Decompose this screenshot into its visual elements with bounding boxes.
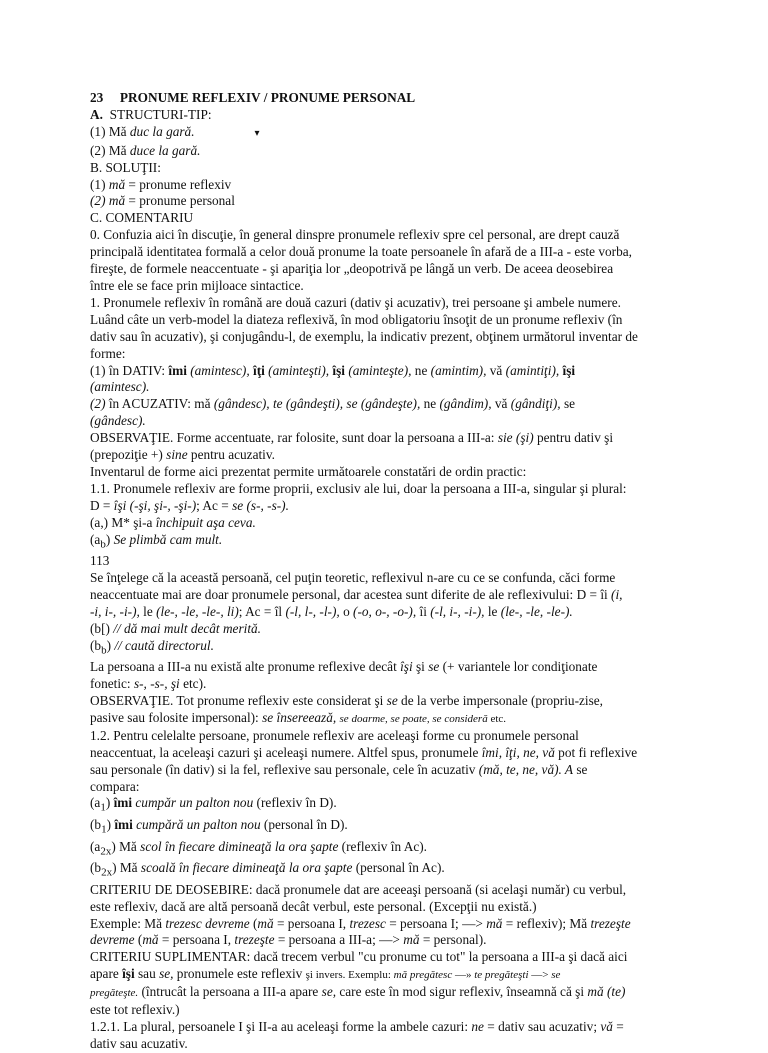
text-line: Se înţelege că la această persoană, cel puţin teoretic, reflexivul n-are cu ce se confunda, căci forme — [90, 570, 616, 586]
text-line: (1) Mă duc la gară. ▾ — [90, 123, 260, 139]
text-line: (b[) // dă mai mult decât merită. — [90, 620, 261, 636]
text-line: OBSERVAŢIE. Forme accentuate, rar folosite, sunt doar la persoana a III-a: sie (şi) pentru dativ şi — [90, 430, 614, 446]
text-line: (1) mă = pronume reflexiv — [90, 176, 232, 192]
text-line: (2) Mă duce la gară. — [90, 142, 201, 158]
section-title: PRONUME REFLEXIV / PRONUME PERSONAL — [119, 90, 416, 105]
text-line: devreme (mă = persoana I, trezeşte = persoana a III-a; —> mă = personal). — [90, 932, 487, 948]
text-line: este reflexiv, dacă are altă persoană decât verbul, este personal. (Excepţii nu există.) — [90, 898, 537, 914]
text-line: $(b_b)$ // caută directorul. — [90, 637, 214, 657]
text-line: $(b_1)$ îmi cumpără un palton nou (personal în D). — [90, 817, 348, 836]
text-line: $(a_{2x})$ Mă scol în fiecare dimineaţă la ora şapte (reflexiv în Ac). — [90, 838, 427, 858]
text-line: (amintesc). — [90, 379, 150, 395]
text-line: C. COMENTARIU — [90, 210, 194, 226]
text-line: -i, i-, -i-), le (le-, -le, -le-, li); Ac = îl (-l, l-, -l-), o (-o, o-, -o-), îi (-l, i-, -i-), le (le-, -le, -le-). — [90, 603, 573, 619]
document-page — [90, 90, 690, 1053]
text-line: este tot reflexiv.) — [90, 1002, 180, 1018]
text-line: $(a_1)$ îmi cumpăr un palton nou (reflexiv în D). — [90, 795, 337, 815]
text-line: 1.2.1. La plural, persoanele I şi II-a au aceleaşi forme la ambele cazuri: ne = dativ sau acuzativ; vă = — [90, 1018, 624, 1034]
text-line: B. SOLUŢII: — [90, 159, 161, 175]
text-line: 1.1. Pronumele reflexiv are forme proprii, exclusiv ale lui, doar la persoana a III-a, singular şi plural: — [90, 480, 627, 496]
text-line: (2) mă = pronume personal — [90, 193, 235, 209]
text-line: forme: — [90, 345, 126, 361]
text-line: (a,) M* şi-a închipuit aşa ceva. — [90, 514, 256, 530]
text-line: între ele se face prin mijloace sintactice. — [90, 277, 304, 293]
text-line: (gândesc). — [90, 413, 146, 429]
text-line: (prepoziţie +) sine pentru acuzativ. — [90, 447, 275, 463]
text-line: compara: — [90, 778, 140, 794]
text-line: 1.2. Pentru celelalte persoane, pronumele reflexiv are aceleaşi forme cu pronumele personal — [90, 727, 579, 743]
text-line: principală identitatea formală a celor două pronume la toate persoanele în afară de a III-a - este vorba, — [90, 244, 632, 260]
text-line: (1) în DATIV: îmi (amintesc), îţi (aminteşti), îşi (aminteşte), ne (amintim), vă (amintiţi), îşi — [90, 362, 576, 378]
text-line: sau personale (în dativ) si la fel, reflexive sau personale, cele în acuzativ (mă, te, ne, vă). A se — [90, 761, 588, 777]
text-line: Inventarul de forme aici prezentat permite următoarele constatări de ordin practic: — [90, 463, 527, 479]
text-line: neaccentuate mai are doar pronumele personal, dar acestea sunt diferite de ale reflexivului: D = îi (i, — [90, 586, 623, 602]
text-line: pasive sau folosite impersonal): se însereează, se doarme, se poate, se consideră etc. — [90, 709, 507, 725]
text-line: dativ sau acuzativ. — [90, 1035, 188, 1051]
text-line: OBSERVAŢIE. Tot pronume reflexiv este considerat şi se de la verbe impersonale (propriu-zise, — [90, 693, 603, 709]
text-line: D = îşi (-şi, şi-, -şi-); Ac = se (s-, -s-). — [90, 497, 289, 513]
text-line: pregăteşte. (întrucât la persoana a III-a apare se, care este în mod sigur reflexiv, înseamnă că şi mă (te) — [90, 984, 626, 1000]
section-number: 23 — [90, 90, 104, 105]
text-line: Luând câte un verb-model la diateza reflexivă, în mod obligatoriu însoţit de un pronume reflexiv (în — [90, 311, 623, 327]
text-line: dativ sau în acuzativ), şi conjugându-l, de exemplu, la indicativ prezent, obţinem următorul inventar de — [90, 328, 638, 344]
text-line: CRITERIU DE DEOSEBIRE: dacă pronumele dat are aceeaşi persoană (si acelaşi număr) cu verbul, — [90, 881, 627, 897]
text-line: $(a_b)$ Se plimbă cam mult. — [90, 531, 223, 551]
text-line: $(b_{2x})$ Mă scoală în fiecare dimineaţă la ora şapte (personal în Ac). — [90, 860, 445, 879]
text-line: Exemple: Mă trezesc devreme (mă = persoana I, trezesc = persoana I; —> mă = reflexiv); Mă trezeşte — [90, 915, 631, 931]
text-line: fireşte, de formele neaccentuate - şi apariţia lor „deopotrivă pe lângă un verb. De aceea deosebirea — [90, 261, 614, 277]
section-heading — [90, 90, 690, 107]
text-line: (2) în ACUZATIV: mă (gândesc), te (gândeşti), se (gândeşte), ne (gândim), vă (gândiţi), se — [90, 396, 576, 412]
text-line: apare îşi sau se, pronumele este reflexiv şi invers. Exemplu: mă pregătesc —» te pregăteşti —> se — [90, 966, 561, 982]
text-line: CRITERIU SUPLIMENTAR: dacă trecem verbul "cu pronume cu tot" la persoana a III-a şi dacă aici — [90, 949, 628, 965]
text-line: fonetic: s-, -s-, şi etc). — [90, 676, 207, 692]
text-line: A. STRUCTURI-TIP: — [90, 106, 212, 122]
text-line: 0. Confuzia aici în discuţie, în general dinspre pronumele reflexiv spre cel personal, are drept cauză — [90, 227, 620, 243]
text-line: La persoana a III-a nu există alte pronume reflexive decât îşi şi se (+ variantele lor condiţionate — [90, 659, 598, 675]
text-line: 1. Pronumele reflexiv în română are două cazuri (dativ şi acuzativ), trei persoane şi ambele numere. — [90, 294, 621, 310]
page-number: 113 — [90, 553, 110, 569]
cursor-mark: ▾ — [254, 127, 260, 139]
text-line: neaccentuat, la aceleaşi cazuri şi aceleaşi numere. Altfel spus, pronumele îmi, îţi, ne, vă pot fi reflexive — [90, 744, 638, 760]
